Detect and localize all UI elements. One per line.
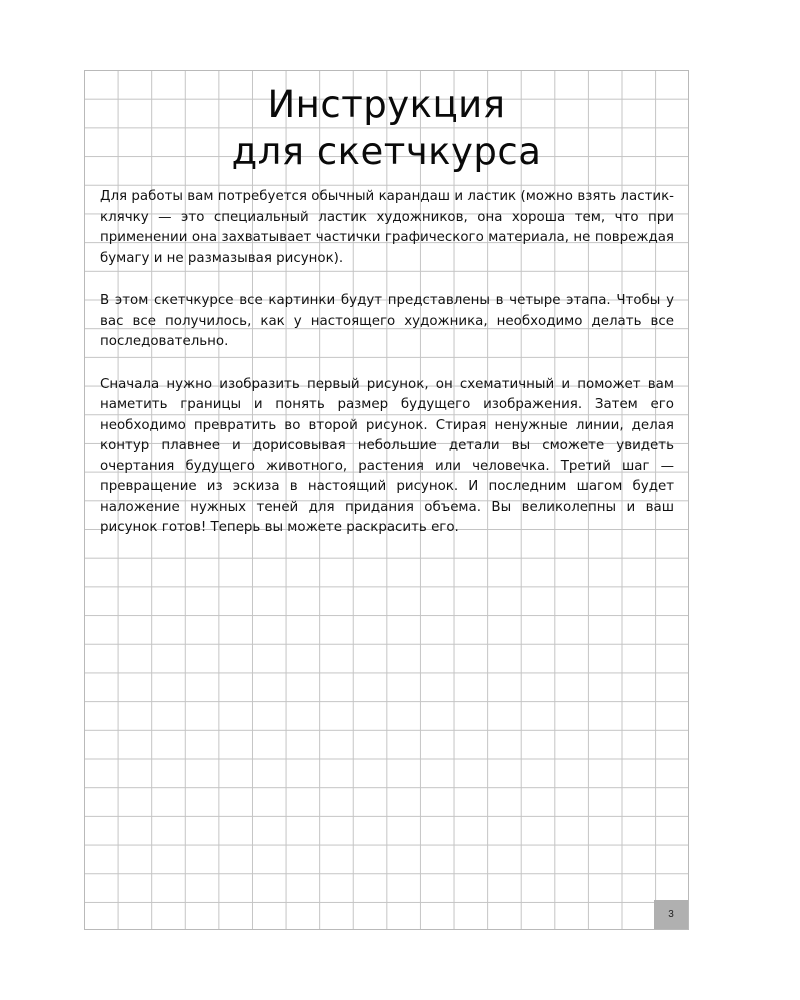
page-number: 3 [654,900,688,929]
page-title [85,81,688,175]
paragraph-steps: Сначала нужно изобразить первый рисунок, он схематичный и поможет вам наметить границы и понять размер будущего изображения. Затем его необходимо превратить во второй рисунок. Стирая ненужные линии, делая контур плавнее и дорисовывая небольшие детали вы сможете увидеть очертания будущего животного, растения или человечка. Третий шаг — превращение из эскиза в настоящий рисунок. И последним шагом будет наложение нужных теней для придания объема. Вы великолепны и ваш рисунок готов! Теперь вы можете раскрасить его. [100,376,674,535]
paragraph-materials: Для работы вам потребуется обычный карандаш и ластик (можно взять ластик-клячку — это специальный ластик художников, она хороша тем, что при применении она захватывает частички графического материала, не повреждая бумагу и не размазывая рисунок). [100,189,674,266]
grid-page [84,70,689,930]
paragraph-stages: В этом скетчкурсе все картинки будут представлены в четыре этапа. Чтобы у вас все получилось, как у настоящего художника, необходимо делать все последовательно. [100,293,674,349]
title-line-1: Инструкция [267,83,506,126]
title-line-2: для скетчкурса [231,130,542,173]
instruction-text [100,187,674,561]
